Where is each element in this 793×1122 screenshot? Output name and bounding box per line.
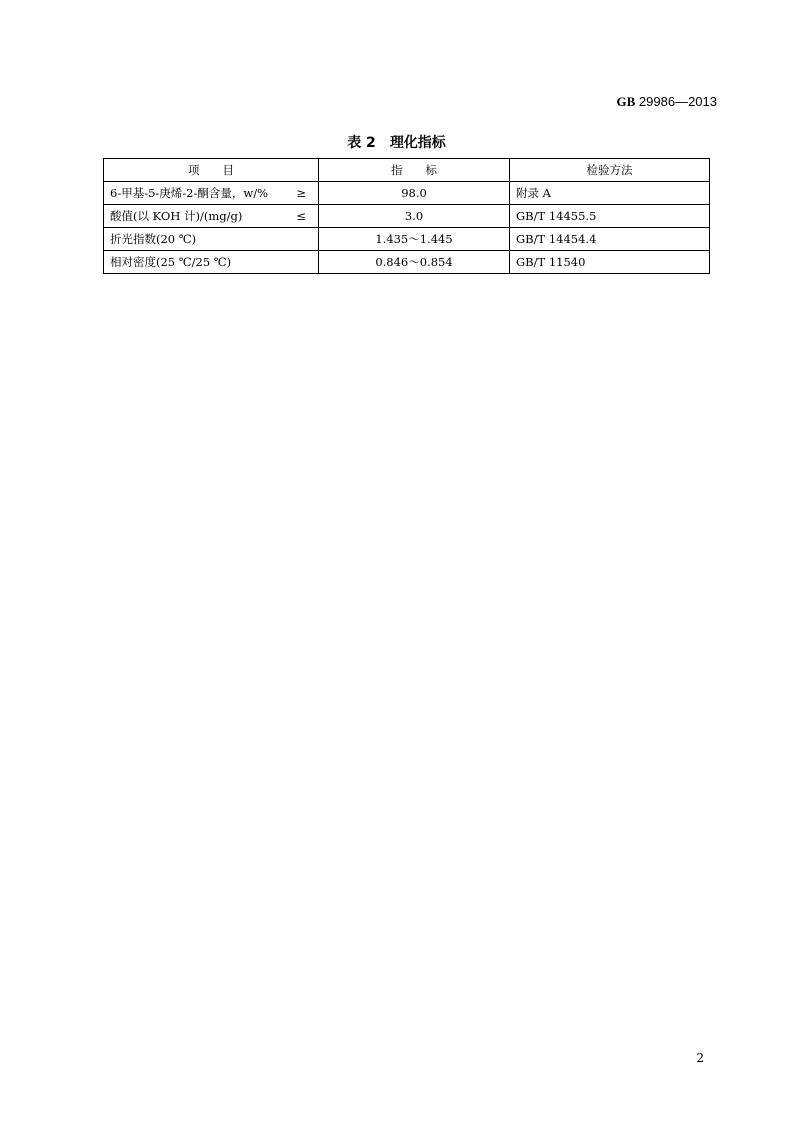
test-method-cell: GB/T 11540 — [510, 251, 710, 274]
limit-value-cell: 0.846～0.854 — [319, 251, 510, 274]
column-header-item: 项 目 — [104, 159, 319, 182]
table-row — [104, 182, 710, 205]
item-label: 酸值(以 KOH 计)/(mg/g) — [110, 209, 243, 223]
page-number: 2 — [696, 1051, 704, 1065]
standard-code-number: 29986—2013 — [635, 94, 717, 109]
item-label: 折光指数(20 ℃) — [110, 232, 197, 246]
item-cell — [104, 205, 319, 228]
limit-value-cell: 1.435～1.445 — [319, 228, 510, 251]
table-number: 表 2 — [347, 135, 376, 151]
table-row — [104, 251, 710, 274]
test-method-cell: 附录 A — [510, 182, 710, 205]
limit-symbol: ≥ — [296, 186, 306, 200]
item-cell — [104, 182, 319, 205]
limit-value-cell: 98.0 — [319, 182, 510, 205]
item-label: 6-甲基-5-庚烯-2-酮含量，w/% — [110, 186, 269, 200]
table-header-row — [104, 159, 710, 182]
item-cell — [104, 228, 319, 251]
table-name: 理化指标 — [389, 135, 446, 151]
standard-code — [617, 94, 717, 110]
test-method-cell: GB/T 14454.4 — [510, 228, 710, 251]
test-method-cell: GB/T 14455.5 — [510, 205, 710, 228]
item-label: 相对密度(25 ℃/25 ℃) — [110, 255, 232, 269]
column-header-limit: 指 标 — [319, 159, 510, 182]
column-header-method: 检验方法 — [510, 159, 710, 182]
standard-code-prefix: GB — [616, 94, 636, 109]
table-row — [104, 205, 710, 228]
limit-symbol: ≤ — [296, 209, 306, 223]
table-title — [0, 132, 793, 152]
item-cell — [104, 251, 319, 274]
table-row — [104, 228, 710, 251]
physicochemical-table — [103, 158, 710, 274]
limit-value-cell: 3.0 — [319, 205, 510, 228]
